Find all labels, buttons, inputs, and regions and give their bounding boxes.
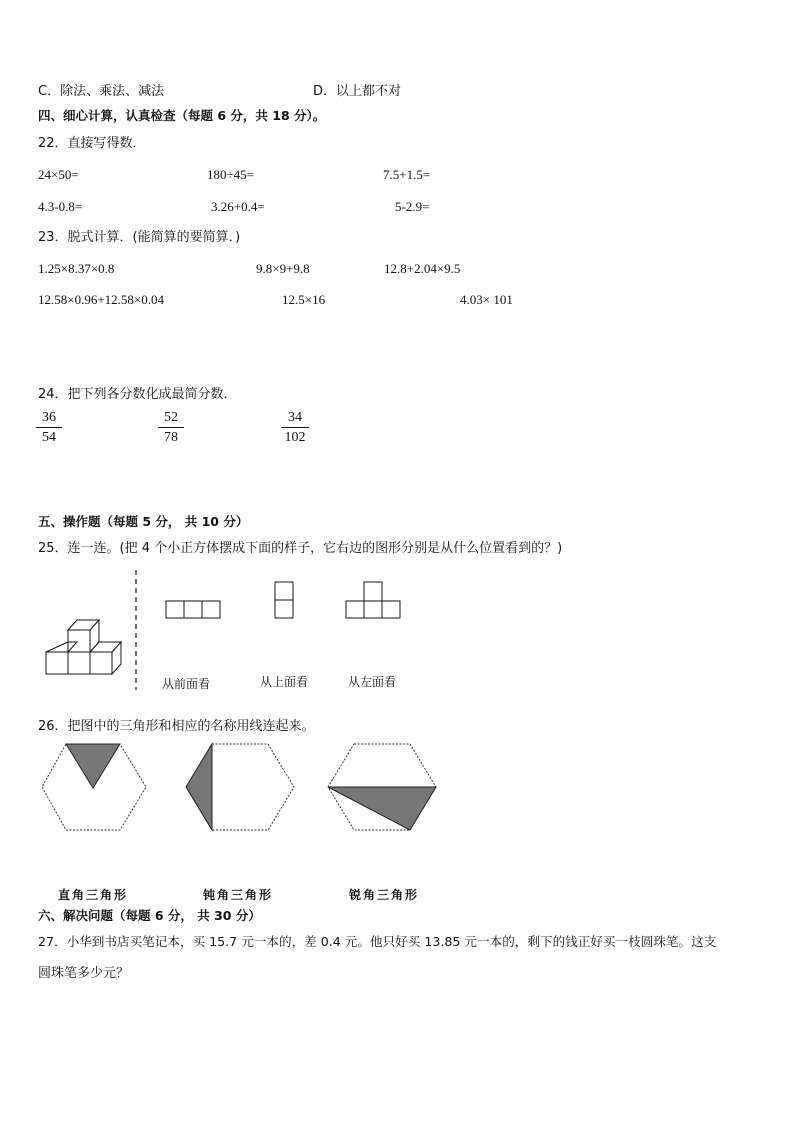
fraction-1-numerator: 36 [42, 410, 56, 425]
fraction-2-numerator: 52 [164, 410, 178, 425]
q22-item-6: 5-2.9= [395, 199, 430, 214]
q23-prompt: 23．脱式计算．(能简算的要简算．) [38, 230, 241, 245]
option-d: D．以上都不对 [313, 84, 402, 99]
fraction-1-denominator: 54 [42, 430, 56, 445]
q25-prompt: 25．连一连。(把 4 个小正方体摆成下面的样子，它右边的图形分别是从什么位置看到的？) [38, 541, 563, 556]
q22-item-5: 3.26+0.4= [211, 199, 265, 214]
label-obtuse-triangle: 钝角三角形 [203, 888, 274, 902]
q22-item-1: 24×50= [38, 167, 79, 182]
fraction-1-bar [36, 427, 62, 428]
q27-line-2: 圆珠笔多少元？ [38, 966, 130, 981]
q24-prompt: 24．把下列各分数化成最简分数． [38, 387, 237, 402]
fraction-2 [158, 410, 184, 446]
q26-prompt: 26．把图中的三角形和相应的名称用线连起来。 [38, 719, 315, 734]
q23-item-3: 12.8+2.04×9.5 [384, 261, 461, 276]
view-label-left: 从左面看 [348, 675, 397, 689]
option-c: C．除法、乘法、减法 [38, 84, 165, 99]
q22-prompt: 22．直接写得数． [38, 136, 146, 151]
q22-item-4: 4.3-0.8= [38, 199, 83, 214]
hexagon-obtuse-triangle [186, 744, 294, 830]
hexagon-acute-triangle [328, 744, 436, 830]
front-view-shape [166, 601, 220, 618]
fraction-1 [36, 410, 62, 446]
q23-item-2: 9.8×9+9.8 [256, 261, 310, 276]
fraction-3-denominator: 102 [284, 430, 306, 445]
fraction-3-bar [281, 427, 309, 428]
q23-item-5: 12.5×16 [282, 292, 326, 307]
q23-item-6: 4.03× 101 [460, 292, 513, 307]
fraction-3 [281, 410, 309, 446]
q23-item-4: 12.58×0.96+12.58×0.04 [38, 292, 164, 307]
fraction-2-denominator: 78 [164, 430, 178, 445]
q26-figure [40, 742, 440, 837]
fraction-2-bar [158, 427, 184, 428]
label-right-triangle: 直角三角形 [58, 888, 129, 902]
view-label-top: 从上面看 [260, 675, 309, 689]
hexagon-right-triangle [42, 744, 146, 830]
section-6-title: 六、解决问题（每题 6 分， 共 30 分） [38, 908, 261, 923]
section-5-title: 五、操作题（每题 5 分， 共 10 分） [38, 514, 249, 529]
view-label-front: 从前面看 [162, 677, 211, 691]
section-4-title: 四、细心计算，认真检查（每题 6 分，共 18 分）。 [38, 108, 326, 123]
left-view-shape [346, 582, 400, 618]
q22-item-3: 7.5+1.5= [383, 167, 431, 182]
q23-item-1: 1.25×8.37×0.8 [38, 261, 115, 276]
label-acute-triangle: 锐角三角形 [349, 888, 420, 902]
cube-stack-drawing [46, 620, 121, 674]
fraction-3-numerator: 34 [288, 410, 302, 425]
q22-item-2: 180÷45= [207, 167, 254, 182]
q27-line-1: 27．小华到书店买笔记本，买 15.7 元一本的，差 0.4 元。他只好买 13.85 元一本的，剩下的钱正好买一枝圆珠笔。这支 [38, 934, 717, 949]
top-view-shape [275, 582, 293, 618]
